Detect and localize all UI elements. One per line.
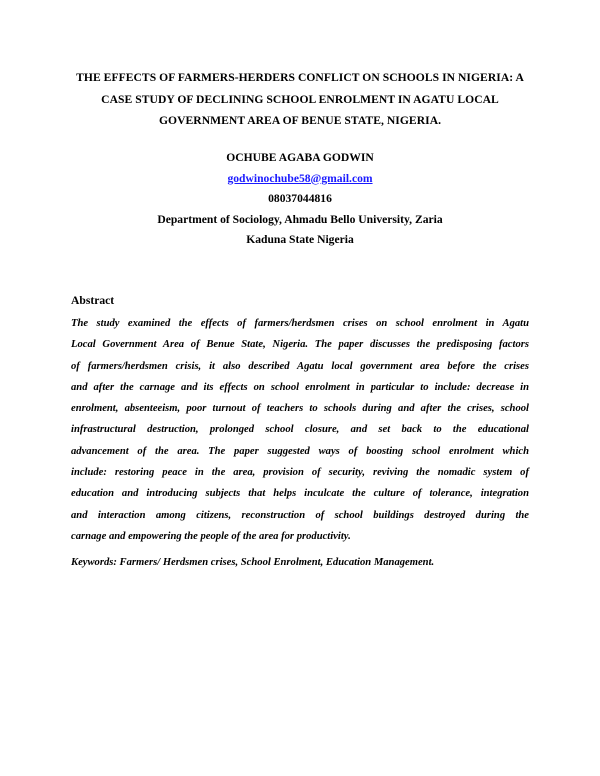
abstract-heading: Abstract [71, 294, 115, 307]
abstract-line: infrastructural destruction, prolonged school closure, and set back to the educational [71, 424, 529, 436]
abstract-line: of farmers/herdsmen crisis, it also described Agatu local government area before the crises [71, 360, 529, 372]
abstract-line: carnage and empowering the people of the area for productivity. [71, 530, 351, 542]
abstract-body [71, 313, 529, 547]
author-name: OCHUBE AGABA GODWIN [226, 151, 374, 164]
abstract-line: education and introducing subjects that helps inculcate the culture of tolerance, integration [71, 488, 529, 500]
author-location: Kaduna State Nigeria [246, 233, 354, 246]
author-phone: 08037044816 [268, 192, 332, 205]
title-line-2: CASE STUDY OF DECLINING SCHOOL ENROLMENT IN AGATU LOCAL [101, 92, 499, 106]
abstract-line: and after the carnage and its effects on school enrolment in particular to include: decrease in [71, 381, 529, 393]
title-line-1: THE EFFECTS OF FARMERS-HERDERS CONFLICT ON SCHOOLS IN NIGERIA: A [76, 71, 524, 84]
abstract-line: The study examined the effects of farmers/herdsmen crises on school enrolment in Agatu [71, 318, 529, 329]
title-line-3: GOVERNMENT AREA OF BENUE STATE, NIGERIA. [158, 114, 442, 127]
author-email-link[interactable]: godwinochube58@gmail.com [227, 171, 373, 185]
abstract-line: include: restoring peace in the area, provision of security, reviving the nomadic system of [71, 467, 529, 479]
abstract-line: Local Government Area of Benue State, Nigeria. The paper discusses the predisposing factors [71, 339, 529, 351]
author-department: Department of Sociology, Ahmadu Bello University, Zaria [157, 212, 443, 226]
abstract-line: and interaction among citizens, reconstruction of school buildings destroyed during the [71, 509, 529, 521]
author-block [60, 148, 540, 251]
abstract-line: enrolment, absenteeism, poor turnout of teachers to schools during and after the crises, school [71, 403, 529, 415]
keywords: Keywords: Farmers/ Herdsmen crises, School Enrolment, Education Management. [71, 557, 435, 568]
abstract-line: advancement of the area. The paper suggested ways of boosting school enrolment which [71, 445, 529, 457]
paper-title [60, 67, 540, 132]
